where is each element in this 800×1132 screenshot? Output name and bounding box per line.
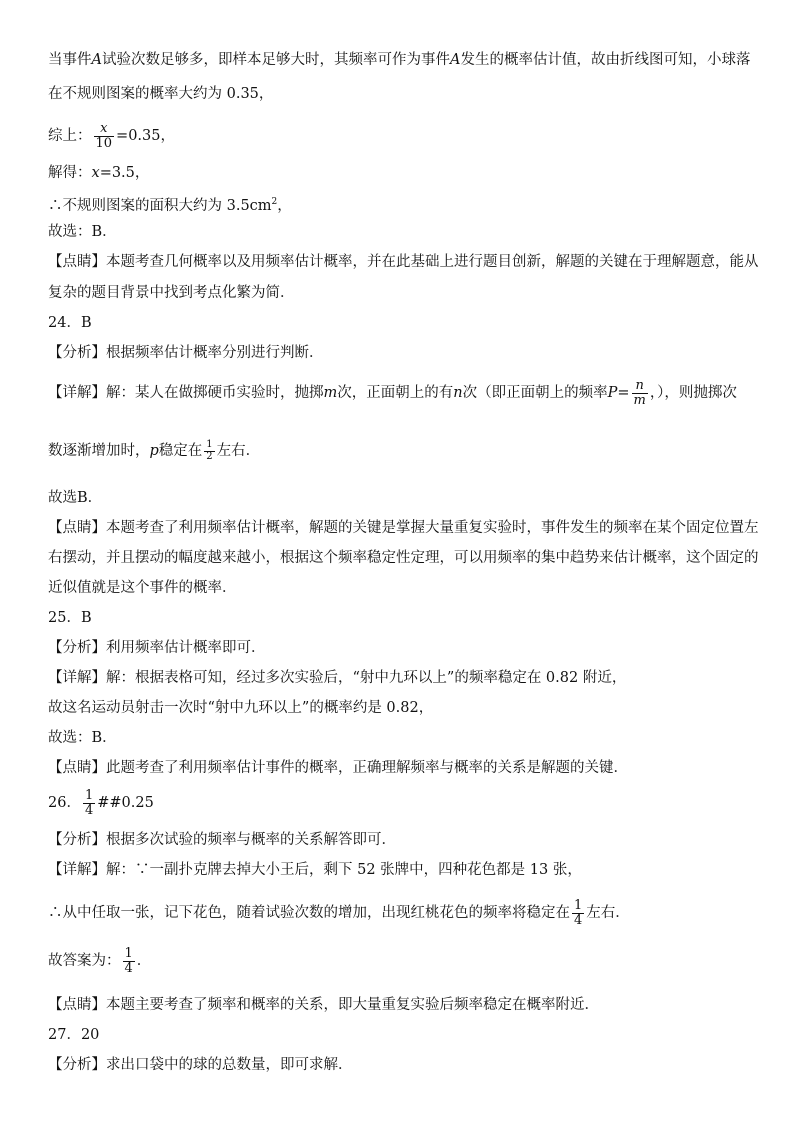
text: 综上： — [48, 128, 92, 145]
text: 26． — [48, 795, 81, 812]
fraction-one-quarter — [83, 789, 95, 817]
q25-number: 25．B — [48, 610, 92, 626]
text: 发生的概率估计值，故由折线图可知，小球落 — [460, 52, 751, 68]
q25-analysis: 【分析】利用频率估计概率即可． — [48, 640, 266, 656]
numerator: 1 — [84, 788, 94, 803]
variable-n: n — [453, 385, 463, 402]
denominator: 10 — [95, 135, 113, 151]
numerator: 1 — [124, 946, 133, 961]
numerator: n — [635, 378, 644, 393]
superscript: 2 — [271, 197, 278, 207]
q27-analysis: 【分析】求出口袋中的球的总数量，即可求解． — [48, 1057, 353, 1073]
text: ，），则抛掷次 — [649, 385, 737, 402]
q25-comment: 【点睛】此题考查了利用频率估计事件的概率，正确理解频率与概率的关系是解题的关键． — [48, 760, 628, 776]
numerator: x — [100, 121, 108, 136]
s23-line-2: 在不规则图案的概率大约为 0.35， — [48, 86, 274, 102]
denominator: 2 — [206, 450, 213, 462]
s23-line-1 — [48, 50, 750, 70]
variable-m: m — [323, 385, 338, 402]
fraction-one-half — [204, 440, 214, 462]
s23-comment-2: 复杂的题目背景中找到考点化繁为简． — [48, 285, 295, 301]
q26-final — [48, 947, 151, 975]
q26-answer — [48, 789, 154, 817]
q27-number: 27．20 — [48, 1027, 100, 1043]
text: 解得： — [48, 165, 92, 181]
q24-comment-1: 【点睛】本题考查了利用频率估计概率，解题的关键是掌握大量重复实验时，事件发生的频率在某个固定位置左 — [48, 520, 759, 536]
text: ##0.25 — [97, 795, 154, 812]
q25-detail-1: 【详解】解：根据表格可知，经过多次实验后，“射中九环以上”的频率稳定在 0.82 附近， — [48, 670, 627, 686]
text: =0.35， — [116, 128, 175, 145]
denominator: 4 — [84, 802, 94, 818]
text: 试验次数足够多，即样本足够大时，其频率可作为事件 — [101, 52, 450, 68]
variable-a: A — [91, 52, 102, 68]
q26-analysis: 【分析】根据多次试验的频率与概率的关系解答即可． — [48, 832, 396, 848]
s23-summary — [48, 122, 175, 150]
fraction-n-over-m — [632, 379, 648, 407]
q24-comment-2: 右摆动，并且摆动的幅度越来越小，根据这个频率稳定性定理，可以用频率的集中趋势来估计概率，这个固定的 — [48, 550, 759, 566]
variable-p: p — [149, 443, 159, 459]
numerator: 1 — [206, 439, 213, 450]
q24-detail-1 — [48, 379, 737, 407]
text: 【详解】解：某人在做掷硬币实验时，抛掷 — [48, 385, 324, 402]
text: 稳定在 — [158, 443, 203, 459]
fraction-one-quarter — [123, 947, 135, 975]
denominator: 4 — [124, 960, 133, 976]
variable-x: x — [91, 165, 100, 181]
q25-choice: 故选：B． — [48, 730, 117, 746]
denominator: 4 — [574, 912, 583, 928]
variable-p: P — [607, 385, 618, 402]
q26-comment: 【点睛】本题主要考查了频率和概率的关系，即大量重复实验后频率稳定在概率附近． — [48, 997, 599, 1013]
numerator: 1 — [574, 898, 583, 913]
q25-detail-2: 故这名运动员射击一次时“射中九环以上”的概率约是 0.82， — [48, 700, 434, 716]
text: ， — [277, 198, 292, 214]
text: ∴从中任取一张，记下花色，随着试验次数的增加，出现红桃花色的频率将稳定在 — [48, 905, 570, 922]
q24-comment-3: 近似值就是这个事件的概率． — [48, 580, 237, 596]
q26-detail-1: 【详解】解：∵一副扑克牌去掉大小王后，剩下 52 张牌中，四种花色都是 13 张， — [48, 862, 582, 878]
q24-analysis: 【分析】根据频率估计概率分别进行判断． — [48, 345, 324, 361]
text: ． — [136, 953, 152, 970]
s23-solve — [48, 163, 149, 183]
fraction-one-quarter — [572, 899, 584, 927]
text: 次，正面朝上的有 — [337, 385, 454, 402]
s23-area — [48, 192, 292, 216]
q24-detail-2 — [48, 440, 260, 462]
text: 数逐渐增加时， — [48, 443, 150, 459]
text: ∴不规则图案的面积大约为 3.5cm — [48, 198, 272, 214]
denominator: m — [633, 392, 646, 408]
q24-number: 24．B — [48, 315, 92, 331]
q26-detail-2 — [48, 899, 630, 927]
s23-comment-1: 【点睛】本题考查几何概率以及用频率估计概率，并在此基础上进行题目创新，解题的关键在于理解题意，能从 — [48, 254, 759, 270]
q24-choice: 故选B． — [48, 490, 103, 506]
text: 次（即正面朝上的频率 — [462, 385, 608, 402]
text: = — [617, 385, 630, 402]
text: 左右． — [216, 443, 261, 459]
fraction-x-over-10 — [94, 122, 115, 150]
text: =3.5， — [99, 165, 150, 181]
text: 左右． — [586, 905, 630, 922]
s23-choice: 故选：B． — [48, 224, 117, 240]
text: 故答案为： — [48, 953, 121, 970]
text: 当事件 — [48, 52, 92, 68]
variable-a: A — [449, 52, 461, 68]
